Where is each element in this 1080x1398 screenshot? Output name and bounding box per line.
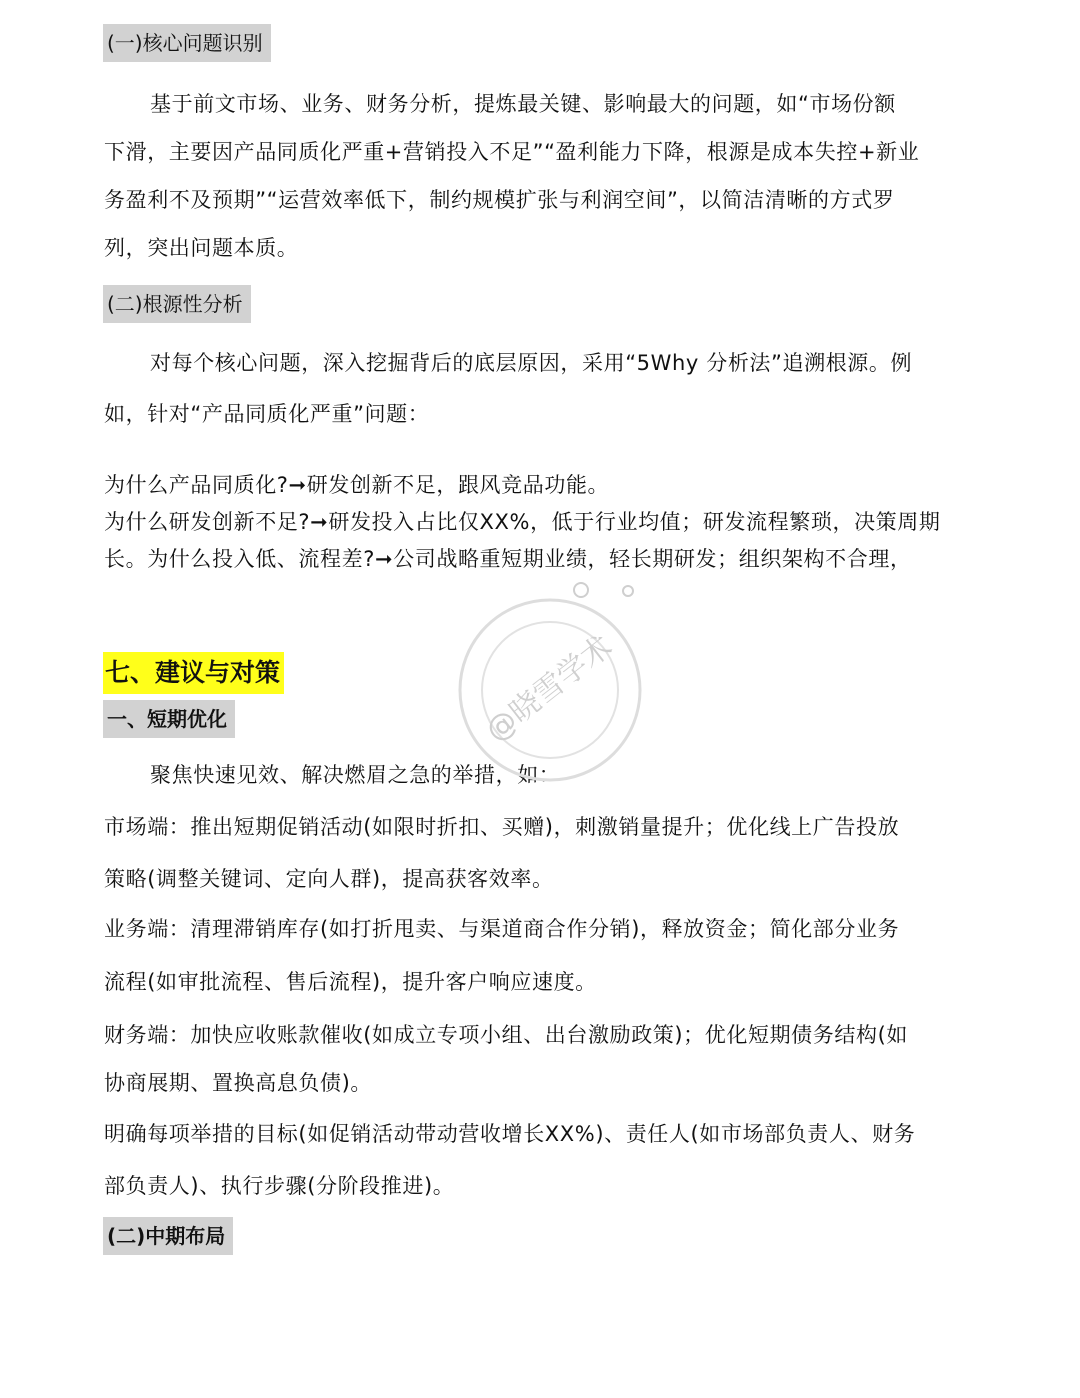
section-heading-root-cause: (二)根源性分析 (103, 285, 251, 323)
paragraph-line-finance: 协商展期、置换高息负债)。 (104, 1071, 372, 1095)
why-line: 为什么研发创新不足?➞研发投入占比仅XX%，低于行业均值；研发流程繁琐，决策周期 (104, 510, 941, 534)
section-heading-core-problems: (一)核心问题识别 (103, 24, 271, 62)
why-line: 长。为什么投入低、流程差?➞公司战略重短期业绩，轻长期研发；组织架构不合理， (104, 547, 912, 571)
paragraph-line-business: 业务端：清理滞销库存(如打折甩卖、与渠道商合作分销)，释放资金；简化部分业务 (104, 917, 900, 941)
paragraph-line: 如，针对“产品同质化严重”问题： (104, 402, 430, 426)
paragraph-line: 聚焦快速见效、解决燃眉之急的举措，如： (150, 763, 561, 787)
why-line: 为什么产品同质化?➞研发创新不足，跟风竞品功能。 (104, 473, 610, 497)
paragraph-line-market: 市场端：推出短期促销活动(如限时折扣、买赠)，刺激销量提升；优化线上广告投放 (104, 815, 900, 839)
paragraph-line-business: 流程(如审批流程、售后流程)，提升客户响应速度。 (104, 970, 597, 994)
paragraph-line-finance: 财务端：加快应收账款催收(如成立专项小组、出台激励政策)；优化短期债务结构(如 (104, 1023, 908, 1047)
watermark-text: @晓雪学术 (479, 628, 619, 749)
paragraph-line: 下滑，主要因产品同质化严重+营销投入不足”“盈利能力下降，根源是成本失控+新业 (104, 140, 920, 164)
paragraph-line: 基于前文市场、业务、财务分析，提炼最关键、影响最大的问题，如“市场份额 (150, 92, 896, 116)
watermark-stamp (440, 570, 660, 790)
paragraph-line-market: 策略(调整关键词、定向人群)，提高获客效率。 (104, 867, 554, 891)
paragraph-line: 对每个核心问题，深入挖掘背后的底层原因，采用“5Why 分析法”追溯根源。例 (150, 351, 913, 375)
paragraph-line: 列，突出问题本质。 (104, 236, 299, 260)
section-heading-mid-term: (二)中期布局 (103, 1217, 233, 1255)
paragraph-line-target: 部负责人)、执行步骤(分阶段推进)。 (104, 1174, 455, 1198)
section-heading-short-term: 一、短期优化 (103, 700, 235, 738)
chapter-heading-suggestions: 七、建议与对策 (103, 652, 284, 694)
paragraph-line: 务盈利不及预期”“运营效率低下，制约规模扩张与利润空间”，以简洁清晰的方式罗 (104, 188, 895, 212)
paragraph-line-target: 明确每项举措的目标(如促销活动带动营收增长XX%)、责任人(如市场部负责人、财务 (104, 1122, 916, 1146)
